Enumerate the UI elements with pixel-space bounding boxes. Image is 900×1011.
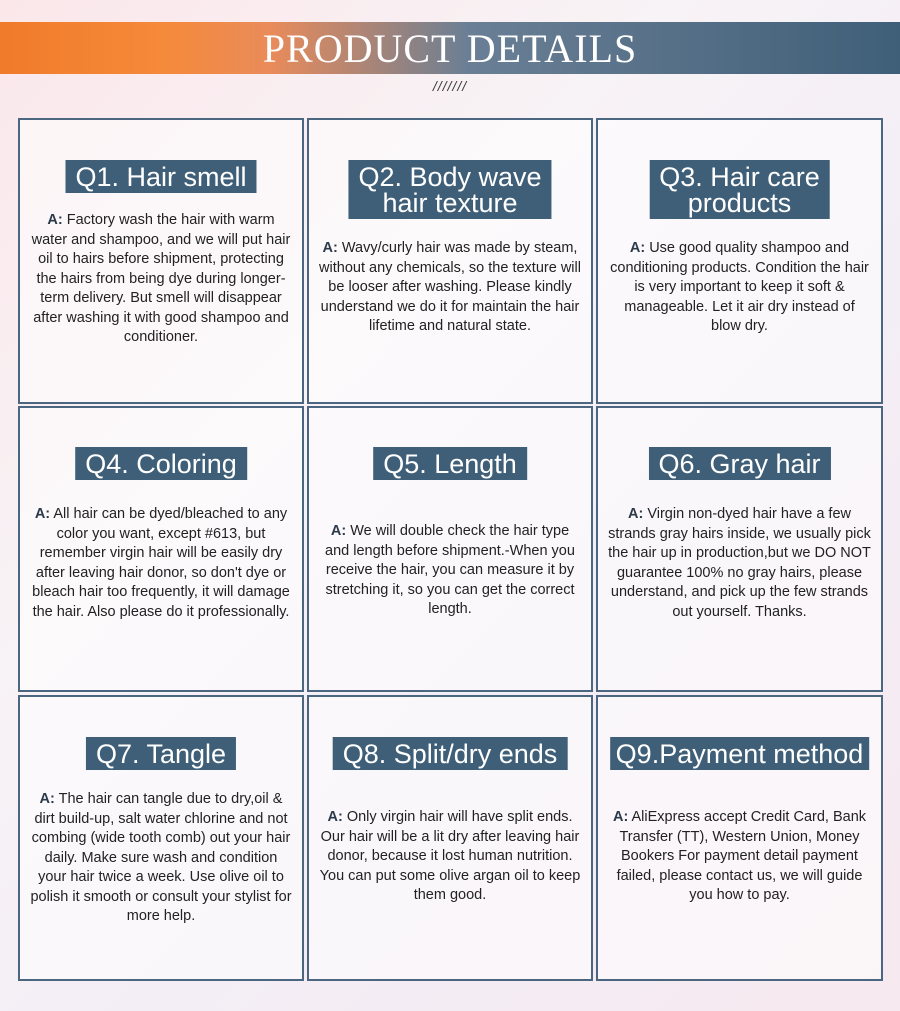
faq-question-q9 [610, 737, 870, 770]
answer-prefix: A: [612, 809, 629, 825]
faq-question-q3 [649, 160, 830, 219]
decorative-slashes: /////// [432, 78, 468, 94]
faq-question-q5 [373, 447, 527, 480]
question-line: hair texture [382, 188, 518, 218]
faq-card-q6 [596, 406, 883, 692]
faq-answer-q5 [319, 522, 581, 620]
faq-card-q9 [596, 695, 883, 981]
answer-text: Wavy/curly hair was made by steam, without any chemicals, so the texture will be looser after washing. Please kindly understand we do it for maintain the hair lifetime and natural state. [319, 240, 581, 334]
faq-answer-q7 [30, 790, 292, 927]
question-line: Q9.Payment method [615, 739, 864, 769]
question-line: Q1. Hair smell [75, 162, 247, 192]
faq-question-q4 [75, 447, 247, 480]
faq-answer-q9 [608, 808, 871, 906]
faq-answer-q8 [319, 808, 581, 906]
question-line: Q3. Hair care [659, 162, 820, 192]
question-line: Q5. Length [383, 449, 517, 479]
question-line: Q6. Gray hair [658, 449, 821, 479]
question-line: products [687, 188, 792, 218]
question-line: Q4. Coloring [85, 449, 237, 479]
faq-question-q8 [333, 737, 568, 770]
answer-text: Use good quality shampoo and conditioning products. Condition the hair is very important to keep it soft & manageable. Let it air dry instead of blow dry. [610, 240, 869, 334]
question-line: Q7. Tangle [95, 739, 227, 769]
answer-prefix: A: [327, 809, 343, 825]
answer-text: All hair can be dyed/bleached to any color you want, except #613, but remember virgin hair will be easily dry after leaving hair donor, so don't dye or bleach hair too frequently, it will damage the hair. Also please do it professionally. [32, 506, 290, 620]
answer-text: The hair can tangle due to dry,oil & dirt build-up, salt water chlorine and not combing (wide tooth comb) out your hair daily. Make sure wash and condition your hair twice a week. Use olive oil to polish it smooth or consult your stylist for more help. [30, 791, 292, 924]
answer-text: Factory wash the hair with warm water and shampoo, and we will put hair oil to hairs before shipment, protecting the hairs from being dye during longer-term delivery. But smell will disappear after washing it with good shampoo and conditioner. [31, 212, 291, 345]
faq-card-q8 [307, 695, 593, 981]
question-line: Q8. Split/dry ends [342, 739, 558, 769]
answer-text: We will double check the hair type and length before shipment.-When you receive the hair, you can measure it by stretching it, so you can get the correct length. [325, 523, 575, 617]
answer-text: Virgin non-dyed hair have a few strands gray hairs inside, we usually pick the hair up in production,but we DO NOT guarantee 100% no gray hairs, please understand, and pick up the few strands out yourself. Thanks. [608, 506, 871, 620]
page-title: PRODUCT DETAILS [262, 26, 638, 71]
answer-prefix: A: [322, 240, 338, 256]
faq-question-q6 [648, 447, 830, 480]
faq-answer-q3 [608, 239, 871, 337]
answer-prefix: A: [34, 506, 51, 522]
answer-prefix: A: [47, 212, 63, 228]
faq-question-q1 [65, 160, 256, 193]
answer-text: Only virgin hair will have split ends. Our hair will be a lit dry after leaving hair donor, because it lost human nutrition. You can put some olive argan oil to keep them good. [319, 809, 581, 903]
faq-answer-q6 [608, 505, 871, 622]
faq-card-q4 [18, 406, 304, 692]
answer-prefix: A: [627, 506, 644, 522]
faq-card-q2 [307, 118, 593, 404]
answer-prefix: A: [330, 523, 347, 539]
faq-card-q1 [18, 118, 304, 404]
faq-card-q5 [307, 406, 593, 692]
answer-prefix: A: [629, 240, 646, 256]
faq-answer-q2 [319, 239, 581, 337]
faq-question-q2 [348, 160, 551, 219]
faq-answer-q1 [30, 211, 292, 348]
answer-text: AliExpress accept Credit Card, Bank Transfer (TT), Western Union, Money Bookers For payment detail payment failed, please contact us, we will guide you how to pay. [616, 809, 867, 903]
faq-card-q7 [18, 695, 304, 981]
faq-answer-q4 [30, 505, 292, 622]
faq-card-q3 [596, 118, 883, 404]
faq-question-q7 [86, 737, 236, 770]
question-line: Q2. Body wave [358, 162, 542, 192]
answer-prefix: A: [39, 791, 55, 807]
